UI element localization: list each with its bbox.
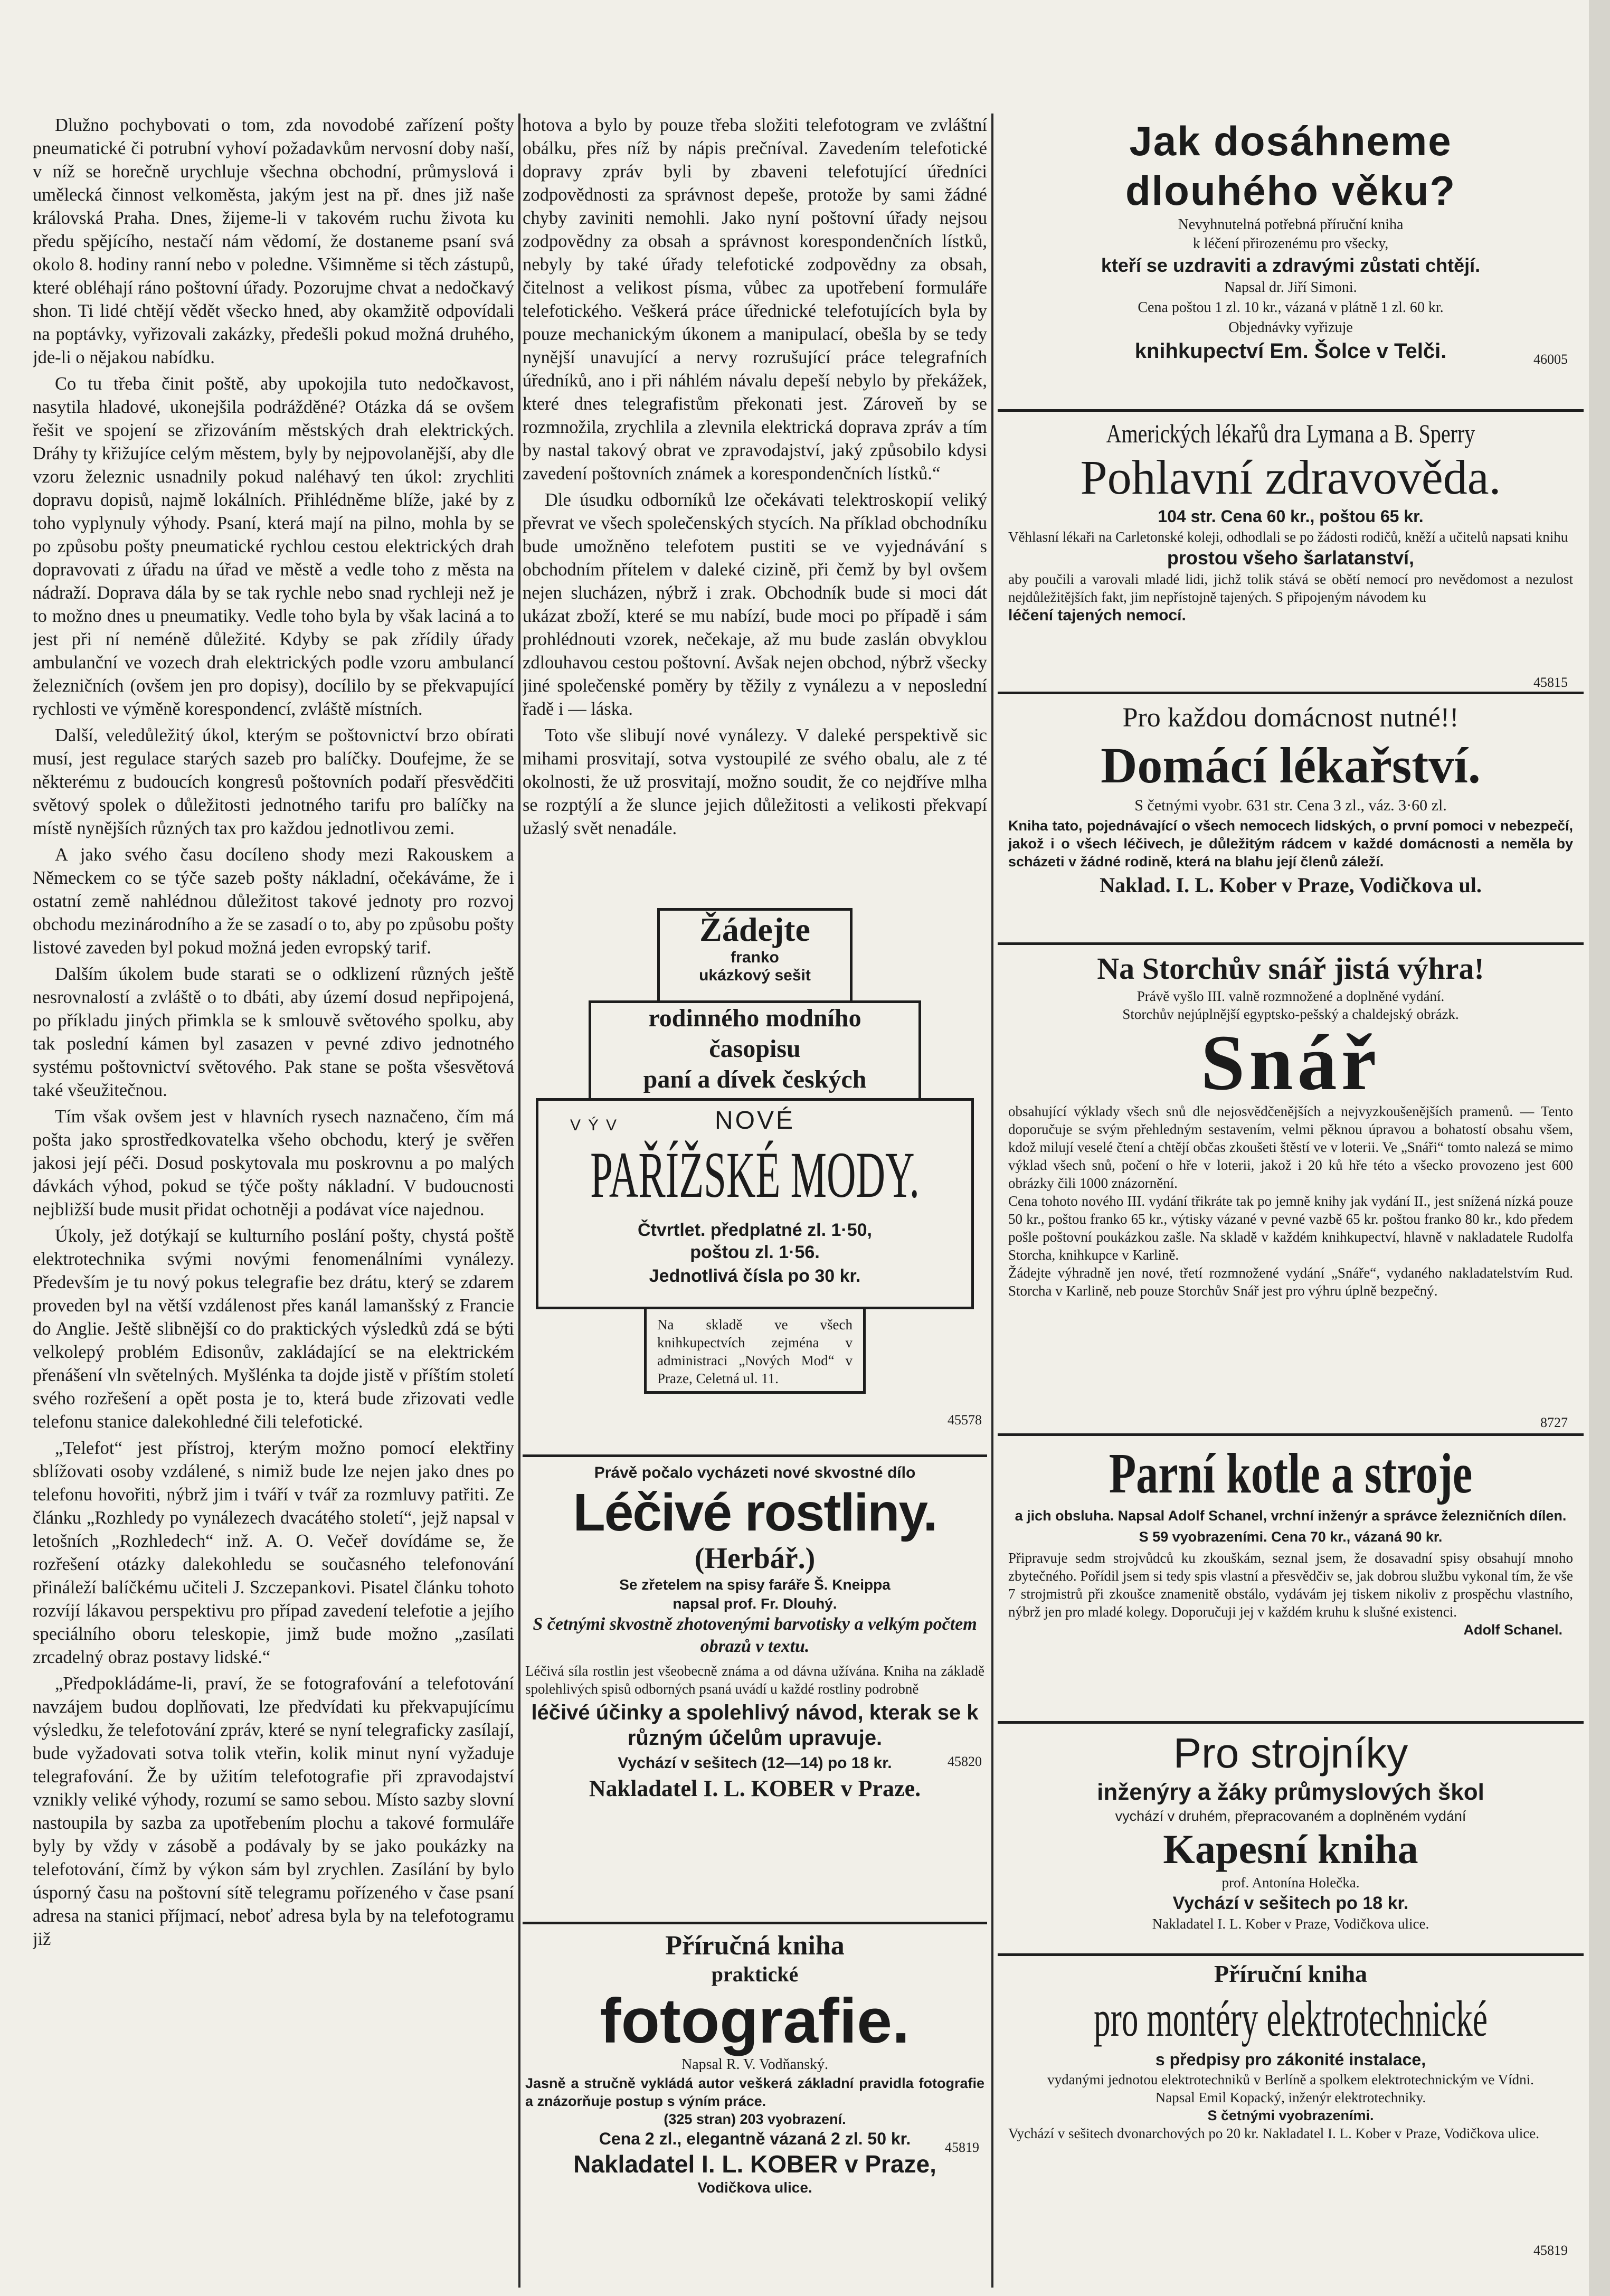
article-paragraph: Co tu třeba činit poště, aby upokojila tuto nedočkavost, nasytila hladové, ukonejšila podrážděné? Otázka dá se ovšem řešit ve spojení se zřizováním městských drah elektrických. Dráhy ty křižujíce celým městem, byly by nejpovolanější, aby dle vzoru železnic usnadnily pokud naléhavý ten úkol: zrychliti dopravu dopisů, najmě lokálních. Přihlédněme blíže, jaké by z toho vyplynuly výhody. Psaní, která mají na pilno, mohla by se po způsobu pošty pneumatické rychlou cestou elektrických drah dopravovati z úřadu na úřad ve městě a vedle toho z města na nádraží. Doprava dála by se tak rychle nebo snad rychleji než je to možno dnes u pneumatiky. Vedle toho byla by však laciná a to jest při ní neméně důležité. Kdyby se pak zřídily úřady ambulanční ve vozech drah elektrických podle vzoru ambulancí železničních (ovšem jen pro dopisy), docílilo by se překvapující rychlosti ve výměně korespondencí, zvláště místních.	[33, 374, 514, 719]
dream-title: Snář	[1200, 1019, 1381, 1107]
plants-publisher: Nakladatel I. L. KOBER v Praze.	[589, 1775, 921, 1801]
boilers-sig: Adolf Schanel.	[1463, 1622, 1562, 1638]
fashion-main-box	[536, 1098, 974, 1309]
electro-line: S četnými vyobrazeními.	[1207, 2108, 1374, 2123]
photo-price: Cena 2 zl., elegantně vázaná 2 zl. 50 kr.	[599, 2129, 911, 2148]
ad-lyman	[998, 417, 1584, 697]
lyman-body: aby poučili a varovali mladé lidi, jichž tolik stává se obětí nemocí pro nevědomost a nezulost nejdůležitějších fakt, jim nepřístojně tajených. S připojeným návodem ku	[1008, 571, 1573, 605]
longlife-line: knihkupectví Em. Šolce v Telči.	[1134, 339, 1447, 363]
plants-line: napsal prof. Fr. Dlouhý.	[673, 1595, 837, 1612]
lyman-line: Amerických lékařů dra Lymana a B. Sperry	[1106, 419, 1475, 448]
engineers-line: vychází v druhém, přepracovaném a doplněném vydání	[1115, 1808, 1466, 1824]
ad-number: 45819	[1533, 2243, 1568, 2258]
lyman-body: Věhlasní lékaři na Carletonské koleji, odhodlali se po žádosti rodičů, kněží a učitelů napsati knihu	[1008, 529, 1568, 545]
ad-separator	[523, 1922, 987, 1924]
longlife-line: k léčení přirozenému pro všecky,	[1192, 235, 1389, 252]
fashion-nove: NOVÉ	[714, 1107, 795, 1135]
engineers-line: Nakladatel I. L. Kober v Praze, Vodičkova ulice.	[1152, 1916, 1429, 1932]
photo-title: fotografie.	[600, 1986, 910, 2056]
ad-number: 8727	[1540, 1415, 1568, 1430]
boilers-body: Připravuje sedm strojvůdců ku zkouškám, seznal jsem, že dosavadní spisy obsahují mnoho zbytečného. Pořídil jsem si tedy spis vlastní a přesvědčiv se, jak dobrou službu vykonal tím, že vše 7 strojmistrů při zkoušce znamenitě obstálo, vydávám jej tiskem nikoliv z prospěchu vlastního, nýbrž jen pro mladé kolegy. Doporučuji jej v každém kruhu k slušné existenci.	[1008, 1550, 1573, 1620]
lyman-bold: prostou všeho šarlatanství,	[1167, 547, 1415, 569]
plants-sub: (Herbář.)	[694, 1542, 816, 1575]
article-paragraph: Tím však ovšem jest v hlavních rysech naznačeno, čím má pošta jako sprostředkovatelka všeho obchodu, který je svěřen jakosi její péči. Dosud poskytovala mu poskrovnu a po malých dávkách výhod, pokud se týče pošty nákladní. V budoucnosti nejbližší bude musit přidat ochotněji a podávat více najednou.	[33, 1107, 514, 1220]
fashion-price: Jednotlivá čísla po 30 kr.	[649, 1266, 861, 1286]
ad-medicinal-plants	[520, 1462, 990, 1932]
ad-number: 45819	[945, 2140, 979, 2155]
fashion-vyv: VÝV	[570, 1117, 624, 1134]
home-publisher: Naklad. I. L. Kober v Praze, Vodičkova ul.	[1100, 873, 1482, 897]
home-body: Kniha tato, pojednávající o všech nemocech lidských, o první pomoci v nebezpečí, jakož i o všech léčivech, je důležitým rádcem v každé domácnosti a neměla by scházeti v žádné rodině, která na blahu její členů záleží.	[1008, 818, 1573, 870]
longlife-line: kteří se uzdraviti a zdravými zůstati chtějí.	[1101, 254, 1481, 276]
boilers-line: S 59 vyobrazeními. Cena 70 kr., vázaná 90 kr.	[1139, 1529, 1443, 1545]
plants-line: S četnými skvostně zhotovenými barvotisky a velkým počtem obrazů v textu.	[533, 1614, 977, 1656]
photo-publisher: Nakladatel I. L. KOBER v Praze,	[573, 2150, 936, 2178]
article-paragraph: Dle úsudku odborníků lze očekávati telektroskopií veliký převrat ve všech společenských stycích. Na příklad obchodníku bude umožněno telefotem pustiti se ve vyjednávání s obchodním přítelem v daleké cizině, při čemž by byl ovšem nejen slucházen, nýbrž i zrak. Obchodník bude si moci dát ukázat zboží, které se mu nabízí, bude moci po případě i sám prohlédnouti vzorek, nečekaje, až mu bude zaslán obvyklou zdlouhavou cestou poštovní. Avšak nejen obchod, nýbrž všecky jiné společenské poměry by těžily z vynálezu a v neposlední řadě i — láska.	[523, 490, 987, 719]
engineers-book: Kapesní kniha	[1163, 1826, 1418, 1872]
engineers-line: prof. Antonína Holečka.	[1221, 1875, 1360, 1891]
ad-number: 45578	[948, 1412, 982, 1425]
fashion-line: paní a dívek českých	[643, 1065, 867, 1093]
plants-issue: Vychází v sešitech (12—14) po 18 kr.	[618, 1754, 892, 1772]
engineers-line: inženýry a žáky průmyslových škol	[1097, 1779, 1484, 1805]
fashion-top-box	[657, 908, 853, 1003]
photo-street: Vodičkova ulice.	[697, 2179, 812, 2196]
photo-body: Jasně a stručně vykládá autor veškerá základní pravidla fotografie a znázorňuje postup s výním práce.	[525, 2075, 984, 2109]
electro-line: vydanými jednotou elektrotechniků v Berlíně a spolkem elektrotechnickým ve Vídni.	[1047, 2072, 1534, 2087]
fashion-line: časopisu	[709, 1035, 801, 1063]
lyman-title: Pohlavní zdravověda.	[1080, 450, 1501, 504]
ad-paris-fashion	[523, 897, 987, 1425]
plants-line: Se zřetelem na spisy faráře Š. Kneippa	[619, 1576, 891, 1593]
ad-electrotechnics	[998, 1959, 1584, 2270]
ad-separator	[998, 942, 1584, 945]
plants-body: Léčivá síla rostlin jest všeobecně známa a od dávna užívána. Kniha na základě spolehlivých spisů odborných psaná uvádí u každé rostliny podrobně	[525, 1663, 984, 1697]
fashion-note-box	[644, 1307, 866, 1394]
electro-line: Napsal Emil Kopacký, inženýr elektrotechniky.	[1155, 2090, 1426, 2105]
article-paragraph: Dalším úkolem bude starati se o odklizení různých ještě nesrovnalostí a zvláště o to dbáti, aby území dosud nepřipojená, po příkladu jiných přimkla se k smlouvě světového spolku, aby tak poslední kámen byl zasazen v pevné zdivo jednotného systému poštovnictví světového. Pak stane se pošta všesvětová také všeužitečnou.	[33, 964, 514, 1100]
ad-home-medicine	[998, 700, 1584, 942]
longlife-line: Objednávky vyřizuje	[1228, 319, 1353, 336]
fashion-mid-box	[589, 1000, 921, 1101]
ad-number: 46005	[1533, 352, 1568, 367]
fashion-title: PAŘÍŽSKÉ MODY.	[590, 1139, 920, 1211]
article-paragraph: A jako svého času docíleno shody mezi Rakouskem a Německem co se týče sazeb pošty nákladní, očekáváme, že i ostatní země nahlédnou důležitost takové jednoty pro rozvoj obchodu mezinárodního a že se zasadí o to, aby po způsobu pošty listové zaveden byl pokud možná jeden evropský tarif.	[33, 845, 514, 958]
ad-number: 45820	[948, 1754, 982, 1769]
ad-separator	[998, 409, 1584, 412]
article-paragraph: Toto vše slibují nové vynálezy. V daleké perspektivě sic mihami prosvitají, sotva vystoupilé ze svého obalu, ale z té okolnosti, že už prosvitají, možno soudit, že co nejdříve mlha se rozptýlí a že slunce jejich důležitosti a velikosti překvapí užaslý svět nenadále.	[523, 725, 987, 838]
article-middle-column	[523, 114, 987, 879]
home-line: S četnými vyobr. 631 str. Cena 3 zl., váz. 3·60 zl.	[1134, 797, 1447, 814]
article-paragraph: Další, veledůležitý úkol, kterým se poštovnictví brzo obírati musí, jest regulace starých sazeb pro balíčky. Doufejme, že se některému z budoucích kongresů poštovních podaří přesvědčiti světový spolek o důležitosti jednotného tarifu pro balíčky na místě nynějších různých tax pro každou jednotlivou zemi.	[33, 725, 514, 838]
article-paragraph: hotova a bylo by pouze třeba složiti telefotogram ve zvláštní obálku, přes níž by nápis prečníval. Zavedením telefotické dopravy zpráv byli by zbaveni telefotující úředníci zodpovědnosti za správnost depeše, protože by sami žádné chyby zaviniti nemohli. Jako nyní poštovní úřady nejsou zodpovědny za obsah a správnost korespondenčních lístků, nebyly by také úřady telefotické zodpovědny za obsah, čitelnost a velikost písma, vůbec za upotřebení formuláře telefotického. Veškerá práce úřednické telefotujících byla by pouze mechanickým úkonem a manipulací, obešla by se tedy nynější unavující a nervy rozrušující práce telegrafních úředníků, ano i při náhlém návalu depeší nebylo by překážek, které dnes telegrafistům překonati jest. Zároveň by se rozmnožila, zrychlila a zlevnila elektrická doprava zpráv a tím by nastal takový obrat ve zpravodajství, jaký způsobilo kdysi zavedení poštovních známek a korespondenčních lístků.“	[523, 115, 987, 484]
article-paragraph: Úkoly, jež dotýkají se kulturního poslání pošty, chystá poště elektrotechnika svými novými fenomenálními vynálezy. Především je tu nový pokus telegrafie bez drátu, který se zdarem proveden byl na větší vzdálenost přes kanál lamanšský z Francie do Anglie. Ještě slibnější co do praktických výsledků zdá se býti velkolepý problém Edisonův, zakládající se na elektrickém přenášení vln světelných. Myšlénka ta dojde jistě v příštím století svého rozřešení a opět posta je to, která bude zřizovati vedle telefonu stanice dalekohledné čili telefotické.	[33, 1226, 514, 1432]
article-paragraph: „Předpokládáme-li, praví, že se fotografování a telefotování navzájem budou doplňovati, lze předvídati ku překvapujícímu výsledku, že telefotování zpráv, které se nyní telegraficky zasílají, bude vyžadovati sotva tolik vteřin, kolik minut nyní vyžaduje telegrafování. Že by užitím telefotografie při zpravodajství vznikly veliké výhody, rozumí se samo sebou. Místo sazby slovní nastoupila by sazba za upotřebením plochu a takové formuláře byly by vždy v zásobě a podávaly by se jako poukázky na telefotování, čímž by výkon sám byl zrychlen. Zasílání by bylo úsporný času na poštovní sítě telegramu pořízeného v čase psaní adresa na stanici příjmací, neboť adresa byla by na telefotogramu již	[33, 1674, 514, 1949]
ad-engineers	[998, 1729, 1584, 1956]
home-title: Domácí lékařství.	[1101, 737, 1481, 793]
ad-separator	[998, 1721, 1584, 1724]
ad-steam-boilers	[998, 1441, 1584, 1737]
photo-line: Příručná kniha	[665, 1931, 845, 1961]
article-left-column	[33, 114, 514, 2286]
lyman-line: 104 str. Cena 60 kr., poštou 65 kr.	[1158, 507, 1424, 526]
photo-author: Napsal R. V. Vodňanský.	[681, 2056, 828, 2073]
dream-line: Právě vyšlo III. valně rozmnožené a doplněné vydání.	[1137, 988, 1445, 1004]
lyman-tail: léčení tajených nemocí.	[1008, 607, 1186, 624]
engineers-title: Pro strojníky	[1173, 1730, 1408, 1777]
longlife-line: Napsal dr. Jiří Simoni.	[1224, 279, 1357, 296]
boilers-line: a jich obsluha. Napsal Adolf Schanel, vrchní inženýr a správce železničních dílen.	[1015, 1508, 1567, 1524]
fashion-line: Žádejte	[699, 911, 810, 948]
plants-bold: léčivé účinky a spolehlivý návod, kterak se k různým účelům upravuje.	[531, 1701, 979, 1750]
fashion-line: ukázkový sešit	[699, 967, 811, 984]
article-paragraph: Dlužno pochybovati o tom, zda novodobé zařízení pošty pneumatické či potrubní vyhoví požadavkům nervosní doby naší, v níž se horečně urychluje všechna obchodní, průmyslová i umělecká činnost velkoměsta, jakým jest na př. dnes již naše královská Praha. Dnes, žijeme-li v takovém ruchu života ku předu spějícího, nestačí nám vědomí, že dostaneme psaní svá okolo 8. hodiny ranní nebo v poledne. Všimněme si těch zástupů, které obléhají ráno poštovní úřady. Pozorujme chvat a nedočkavý shon. Ti lidé chtějí vědět všecko hned, aby okamžitě odpovídali na poptávky, vyřizovali zakázky, předešli pokud možná druhého, jde-li o nějakou nabídku.	[33, 115, 514, 367]
ad-long-life	[998, 116, 1584, 412]
engineers-line: Vychází v sešitech po 18 kr.	[1172, 1893, 1409, 1913]
dream-body: Cena tohoto nového III. vydání třikráte tak po jemně knihy jak vydání II., jest snížená nízká pouze 50 kr., poštou franko 65 kr., výtisky vázané v pevné vazbě 65 kr. poštou franko 80 kr., kdo předem pošle poštovní poukázkou zašle. Na skladě v každém knihkupectví, hlavně v nakladatele Rudolfa Storcha, knihkupce v Karlině.	[1008, 1193, 1573, 1263]
photo-line: praktické	[711, 1962, 799, 1986]
plants-title: Léčivé rostliny.	[573, 1483, 937, 1542]
ad-separator	[998, 1433, 1584, 1436]
article-paragraph: „Telefot“ jest přístroj, kterým možno pomocí elektřiny sblížovati osoby vzdálené, s nimiž bude lze nejen jako dnes po telefonu hovořiti, nýbrž jim i tváří v tvář za rozmluvy patřiti. Ze článku „Rozhledy po vynálezech dvacátého století“, jejž napsal v letošních „Rozhledech“ inž. A. O. Večeř dovídáme se, že rozřešení otázky dalekohledu se současného telefonování přináleží balíčkému učiteli J. Szczepankovi. Pisatel článku tohoto rozvíjí lákavou perspektivu pro případ zavedení telefotie a jejího speciálního oboru teleskopie, jimž bude možno „zasílati zrcadelný obraz postavy lidské.“	[33, 1438, 514, 1667]
plants-top: Právě počalo vycházeti nové skvostné dílo	[594, 1464, 916, 1481]
column-divider-right	[991, 114, 993, 2288]
longlife-title: Jak dosáhneme	[1129, 118, 1452, 164]
dream-body: Žádejte výhradně jen nové, třetí rozmnožené vydání „Snáře“, vydaného nakladatelstvím Rud. Storcha v Karlině, neb pouze Storchův Snář jest pro výhru úplně bezpečný.	[1008, 1265, 1573, 1299]
longlife-title: dlouhého věku?	[1125, 167, 1456, 214]
ad-dream-book	[998, 950, 1584, 1452]
fashion-price: poštou zl. 1·56.	[690, 1242, 820, 1262]
boilers-title: Parní kotle a stroje	[1109, 1442, 1473, 1505]
ad-number: 45815	[1533, 675, 1568, 690]
dream-body: obsahující výklady všech snů dle nejosvědčenějších a nejvyzkoušenějších pramenů. — Tento doporučuje se svým přehledným sestavením, velmi pěknou úpravou a bohatostí obsahu všem, kdož milují veselé čtení a chtějí občas zkoušeti štěstí ve v loterii. Ve „Snáři“ tomto nalezá se mimo výklad všech snů, počení o hře v loterii, jakož i 20 ků hře této a všecko provozeno jest 600 obrázky čili 1000 znázornění.	[1008, 1103, 1573, 1191]
dream-line: Storchův nejúplnější egyptsko-pešský a chaldejský obrázk.	[1122, 1006, 1459, 1022]
fashion-price: Čtvrtlet. předplatné zl. 1·50,	[638, 1220, 872, 1240]
electro-line: s předpisy pro zákonité instalace,	[1155, 2050, 1426, 2069]
home-line: Pro každou domácnost nutné!!	[1122, 703, 1459, 733]
ad-separator	[998, 1953, 1584, 1956]
longlife-line: Nevyhnutelná potřebná příruční kniha	[1178, 216, 1404, 233]
page-edge-shadow	[1589, 0, 1610, 2296]
electro-line: Příruční kniha	[1214, 1960, 1368, 1987]
ad-photography	[520, 1930, 990, 2289]
fashion-line: rodinného modního	[648, 1004, 861, 1032]
longlife-line: Cena poštou 1 zl. 10 kr., vázaná v plátně 1 zl. 60 kr.	[1138, 299, 1444, 316]
fashion-note: Na skladě ve všech knihkupectvích zejména v administraci „Nových Mod“ v Praze, Celetná ul. 11.	[657, 1317, 853, 1386]
ad-separator	[998, 692, 1584, 694]
electro-line: Vychází v sešitech dvonarchových po 20 kr. Nakladatel I. L. Kober v Praze, Vodičkova ulice.	[1008, 2125, 1539, 2141]
ad-separator	[523, 1454, 987, 1457]
photo-pages: (325 stran) 203 vyobrazení.	[664, 2111, 846, 2127]
electro-title: pro montéry elektrotechnické	[1094, 1990, 1488, 2047]
dream-line: Na Storchův snář jistá výhra!	[1097, 951, 1484, 986]
fashion-line: franko	[731, 949, 779, 966]
